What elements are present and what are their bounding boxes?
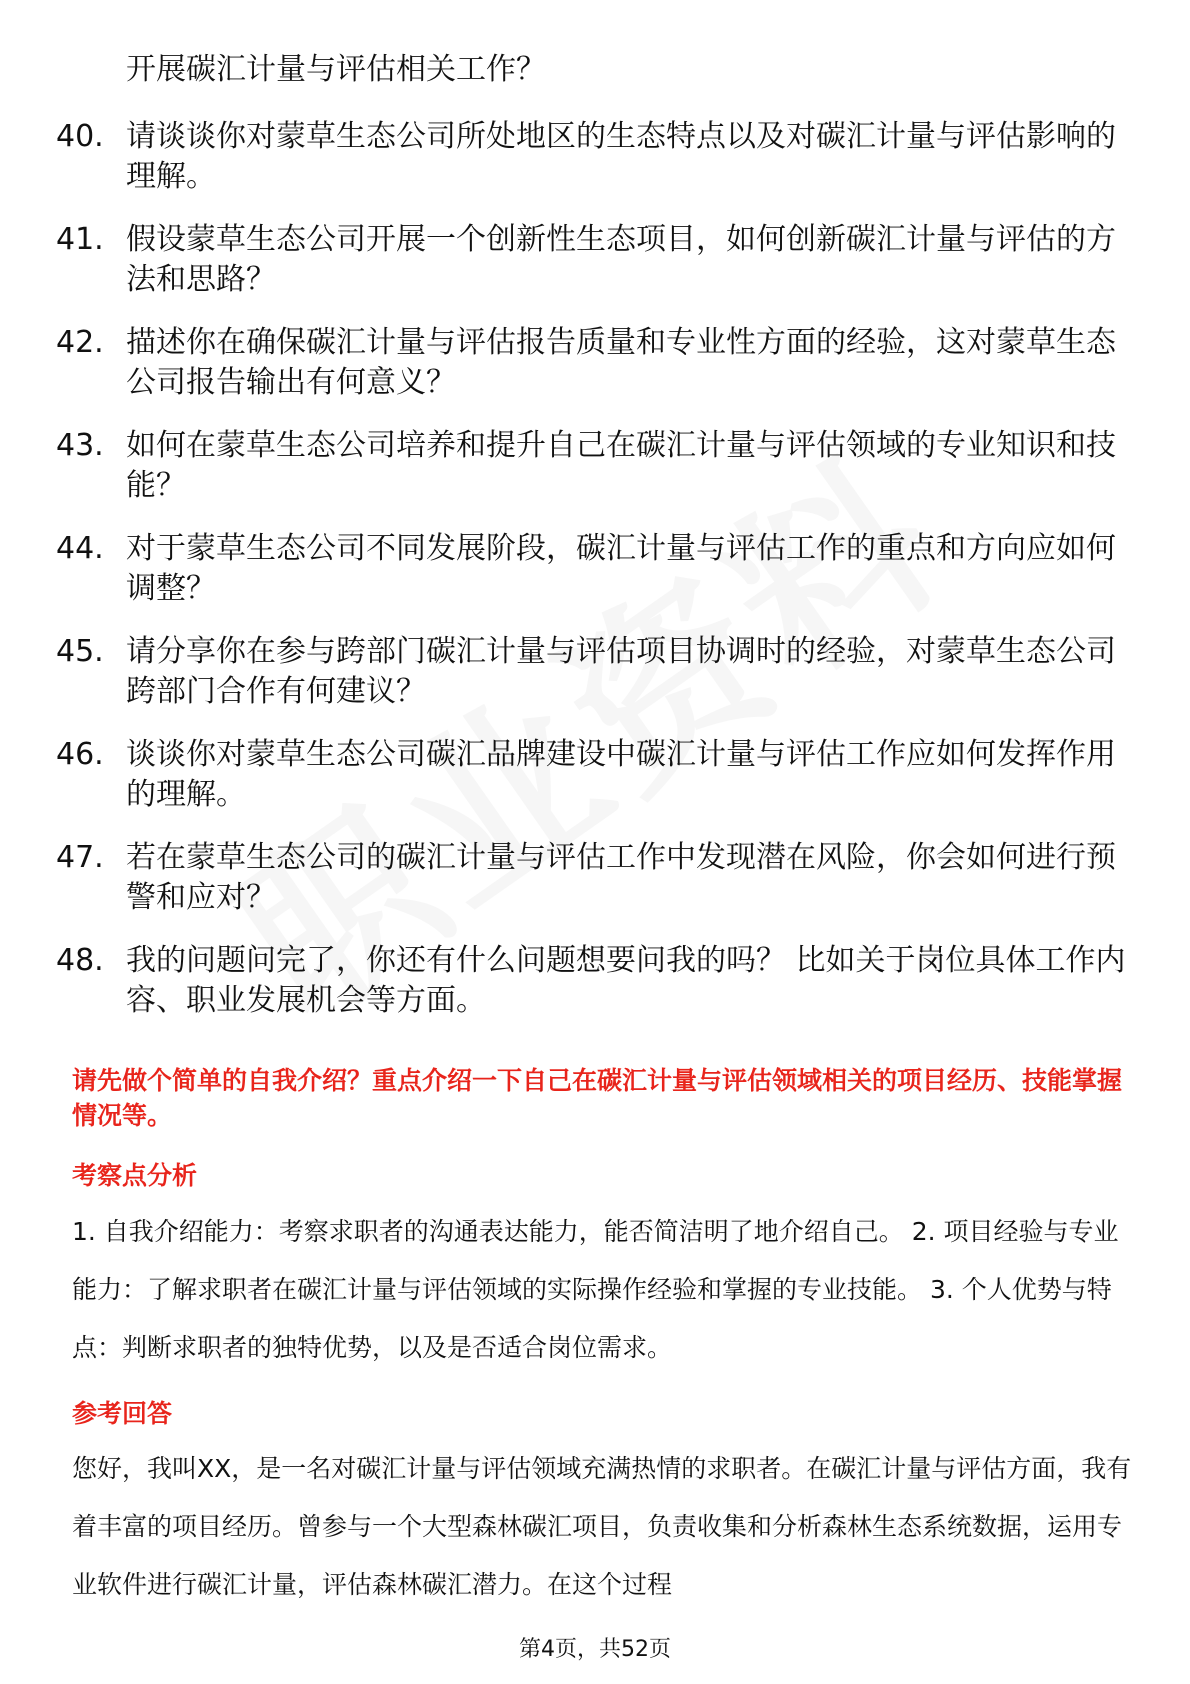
list-item <box>56 323 1136 403</box>
question-text: 描述你在确保碳汇计量与评估报告质量和专业性方面的经验，这对蒙草生态公司报告输出有何意义？ <box>126 325 1116 400</box>
question-text: 如何在蒙草生态公司培养和提升自己在碳汇计量与评估领域的专业知识和技能？ <box>126 428 1116 503</box>
question-text: 请分享你在参与跨部门碳汇计量与评估项目协调时的经验，对蒙草生态公司跨部门合作有何建议？ <box>126 634 1116 709</box>
question-number: 46. <box>56 737 104 772</box>
list-item <box>56 529 1136 609</box>
analysis-text: 1. 自我介绍能力：考察求职者的沟通表达能力，能否简洁明了地介绍自己。 2. 项目经验与专业能力：了解求职者在碳汇计量与评估领域的实际操作经验和掌握的专业技能。 3. 个人优势与特点：判断求职者的独特优势，以及是否适合岗位需求。 <box>72 1217 1119 1362</box>
question-number: 47. <box>56 840 104 875</box>
question-continuation: 开展碳汇计量与评估相关工作？ <box>126 52 546 87</box>
question-text: 对于蒙草生态公司不同发展阶段，碳汇计量与评估工作的重点和方向应如何调整？ <box>126 531 1116 606</box>
list-item <box>56 632 1136 712</box>
question-text: 谈谈你对蒙草生态公司碳汇品牌建设中碳汇计量与评估工作应如何发挥作用的理解。 <box>126 737 1116 812</box>
list-item <box>56 838 1136 918</box>
question-text: 请谈谈你对蒙草生态公司所处地区的生态特点以及对碳汇计量与评估影响的理解。 <box>126 119 1116 194</box>
question-number: 48. <box>56 943 104 978</box>
question-number: 42. <box>56 325 104 360</box>
page-footer: 第4页，共52页 <box>519 1637 671 1662</box>
question-text: 假设蒙草生态公司开展一个创新性生态项目，如何创新碳汇计量与评估的方法和思路？ <box>126 222 1116 297</box>
list-item <box>56 117 1136 197</box>
highlight-question: 请先做个简单的自我介绍？重点介绍一下自己在碳汇计量与评估领域相关的项目经历、技能掌握情况等。 <box>72 1066 1123 1130</box>
list-item <box>56 426 1136 506</box>
list-item <box>56 220 1136 300</box>
question-text: 若在蒙草生态公司的碳汇计量与评估工作中发现潜在风险，你会如何进行预警和应对？ <box>126 840 1116 915</box>
question-text: 我的问题问完了，你还有什么问题想要问我的吗？ 比如关于岗位具体工作内容、职业发展机会等方面。 <box>126 943 1126 1018</box>
list-item <box>56 735 1136 815</box>
question-number: 45. <box>56 634 104 669</box>
question-number: 44. <box>56 531 104 566</box>
question-list <box>56 117 1136 1044</box>
question-number: 40. <box>56 119 104 154</box>
reference-heading: 参考回答 <box>72 1399 173 1428</box>
question-number: 41. <box>56 222 104 257</box>
question-number: 43. <box>56 428 104 463</box>
analysis-heading: 考察点分析 <box>72 1161 198 1190</box>
reference-text: 您好，我叫XX，是一名对碳汇计量与评估领域充满热情的求职者。在碳汇计量与评估方面，我有着丰富的项目经历。曾参与一个大型森林碳汇项目，负责收集和分析森林生态系统数据，运用专业软件进行碳汇计量，评估森林碳汇潜力。在这个过程 <box>72 1454 1132 1599</box>
list-item <box>56 941 1136 1021</box>
